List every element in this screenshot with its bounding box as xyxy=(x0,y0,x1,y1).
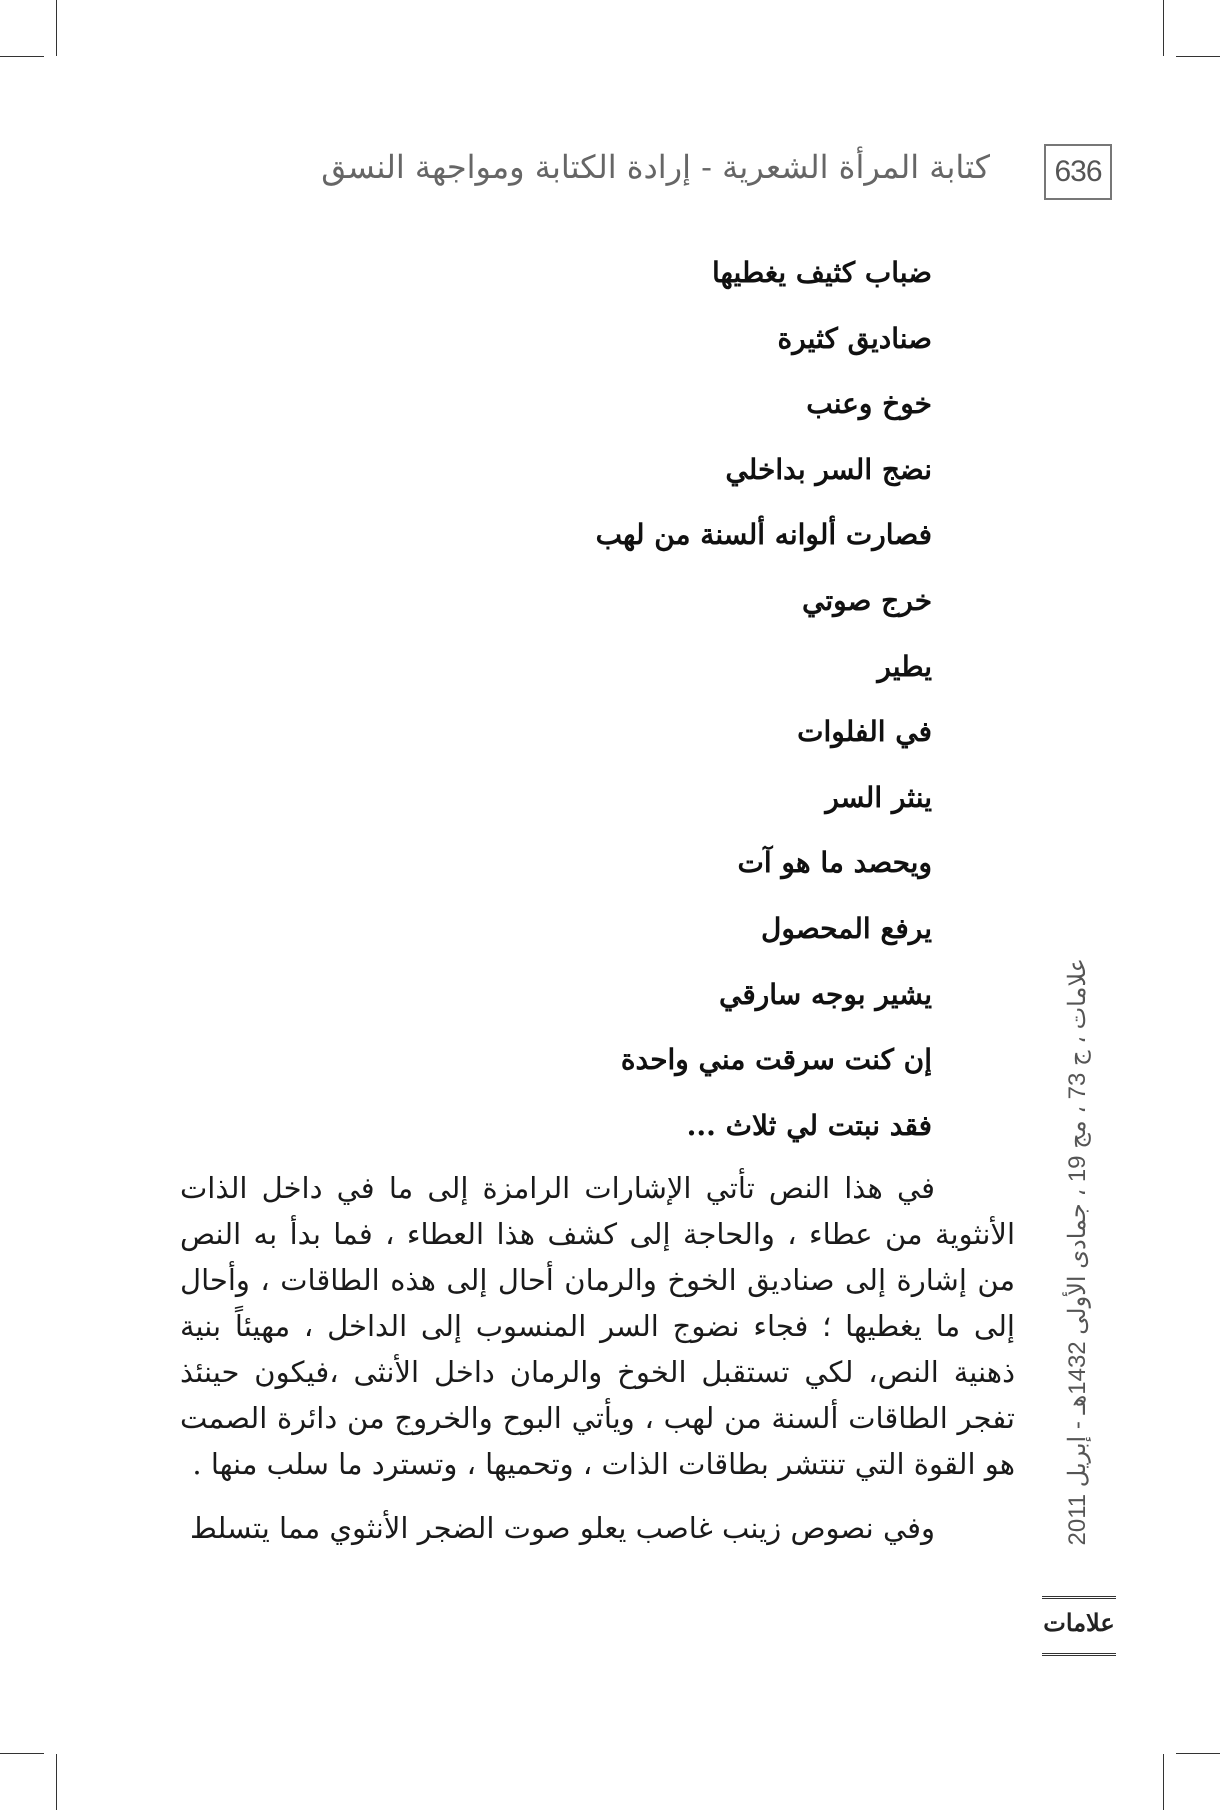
poem-line: ضباب كثيف يغطيها xyxy=(712,256,932,289)
poem-line: يطير xyxy=(877,649,932,683)
crop-mark-top-left-h xyxy=(0,56,44,57)
poem-line: خرج صوتي xyxy=(802,583,932,617)
poem-line: نضج السر بداخلي xyxy=(725,452,932,486)
journal-logo: علامات xyxy=(1042,1596,1116,1656)
poem-line: فقد نبتت لي ثلاث ... xyxy=(686,1108,932,1142)
journal-info: علامات ، ج 73 ، مج 19 ، جمادى الأولى 1432هـ - إبريل 2011 xyxy=(1064,958,1091,1546)
poem xyxy=(596,246,932,1164)
poem-line: ينثر السر xyxy=(825,780,932,814)
crop-mark-top-left xyxy=(56,0,57,56)
poem-line: يشير بوجه سارقي xyxy=(719,977,932,1011)
body-text xyxy=(180,1165,1015,1551)
poem-line: يرفع المحصول xyxy=(761,911,932,945)
running-title: كتابة المرأة الشعرية - إرادة الكتابة ومواجهة النسق xyxy=(321,148,990,186)
poem-line: إن كنت سرقت مني واحدة xyxy=(620,1043,932,1077)
poem-line: ويحصد ما هو آت xyxy=(737,846,932,880)
crop-mark-top-right xyxy=(1163,0,1164,56)
crop-mark-top-right-h xyxy=(1176,56,1220,57)
crop-mark-bottom-right xyxy=(1163,1754,1164,1810)
page-number: 636 xyxy=(1044,144,1112,200)
paragraph: في هذا النص تأتي الإشارات الرامزة إلى ما في داخل الذات الأنثوية من عطاء ، والحاجة إلى كشف هذا العطاء ، فما بدأ به النص من إشارة إلى صناديق الخوخ والرمان أحال إلى هذه الطاقات ، وأحال إلى ما يغطيها ؛ فجاء نضوج السر المنسوب إلى الداخل ، مهيئاً بنية ذهنية النص، لكي تستقبل الخوخ والرمان داخل الأنثى ،فيكون حينئذ تفجر الطاقات ألسنة من لهب ، ويأتي البوح والخروج من دائرة الصمت هو القوة التي تنتشر بطاقات الذات ، وتحميها ، وتسترد ما سلب منها . xyxy=(180,1171,1015,1481)
crop-mark-bottom-right-h xyxy=(1176,1753,1220,1754)
poem-line: صناديق كثيرة xyxy=(777,321,932,355)
poem-line: فصارت ألوانه ألسنة من لهب xyxy=(595,518,932,552)
poem-line: خوخ وعنب xyxy=(806,387,932,421)
paragraph: وفي نصوص زينب غاصب يعلو صوت الضجر الأنثوي مما يتسلط xyxy=(189,1511,935,1545)
poem-line: في الفلوات xyxy=(797,715,932,749)
crop-mark-bottom-left xyxy=(56,1754,57,1810)
crop-mark-bottom-left-h xyxy=(0,1753,44,1754)
